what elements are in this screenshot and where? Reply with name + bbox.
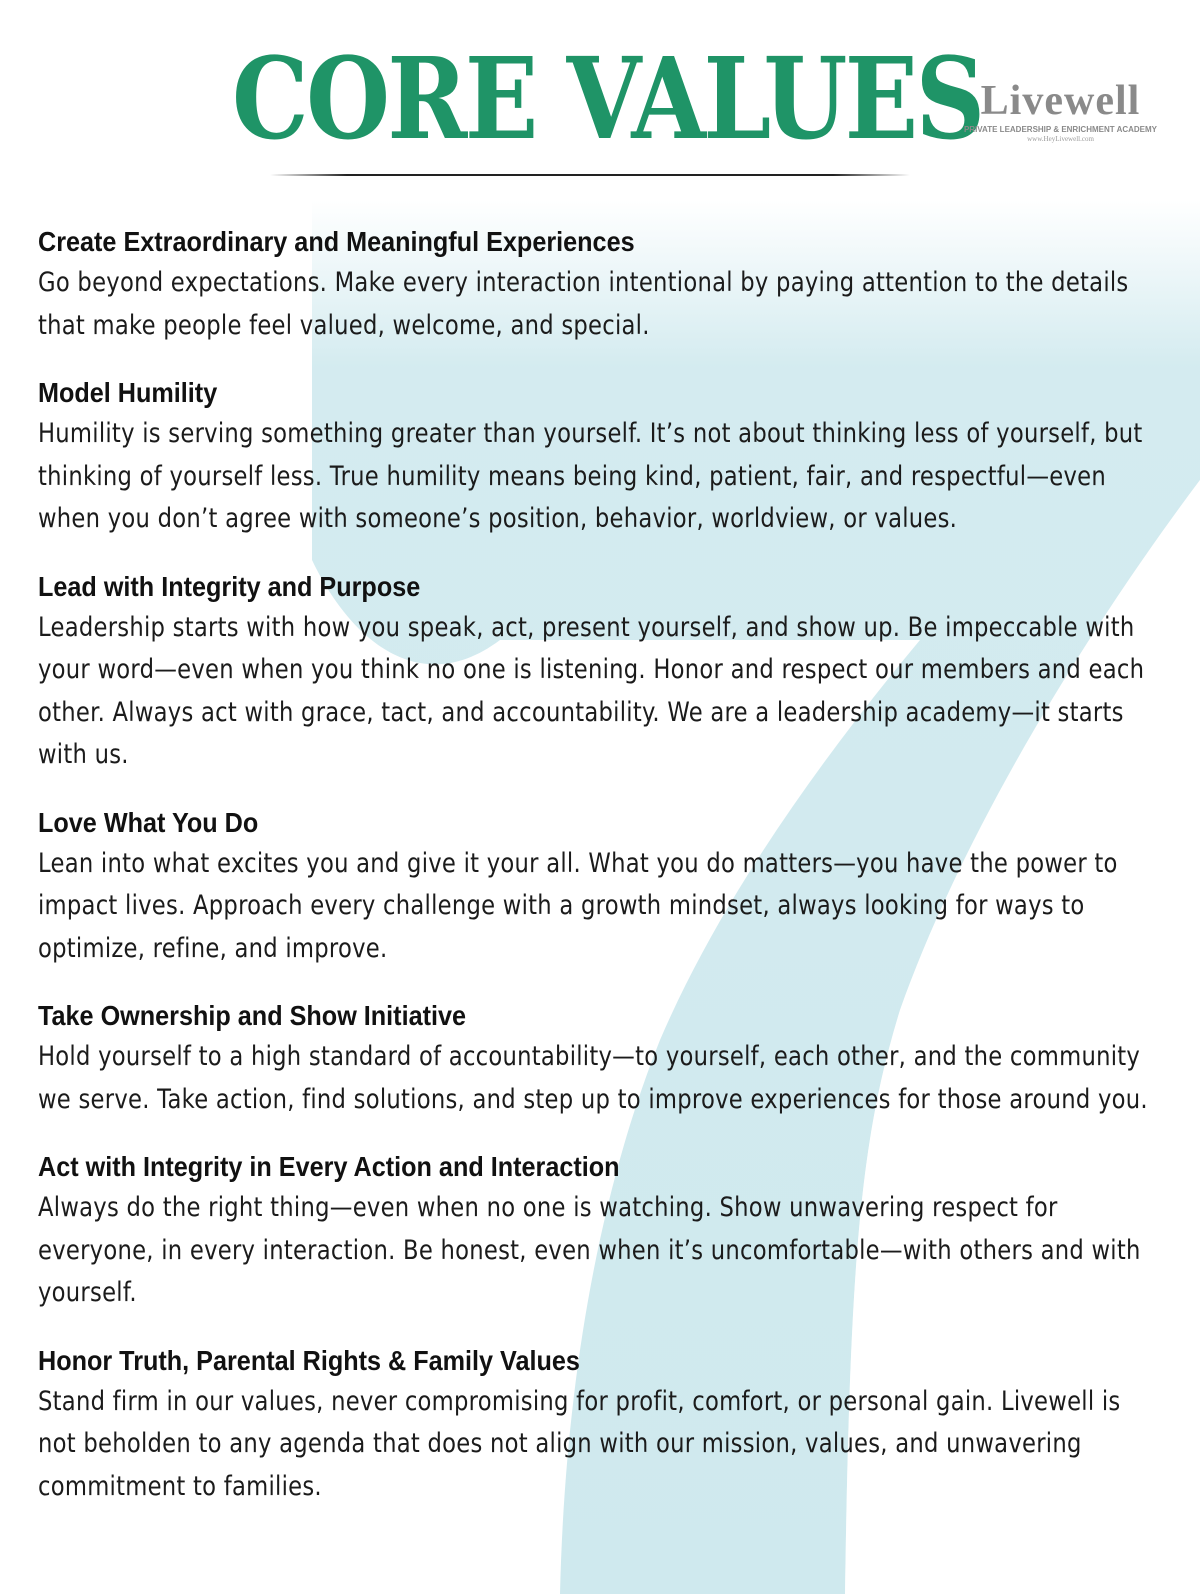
value-description: Lean into what excites you and give it your all. What you do matters—you have the power to impact lives. Approach every challenge with a growth mindset, always looking for ways to optimize, refine, and improve. xyxy=(38,847,1118,964)
value-description: Leadership starts with how you speak, act, present yourself, and show up. Be impeccable with your word—even when you think no one is listening. Honor and respect our members and each other. Always act with grace, tact, and accountability. We are a leadership academy—it starts with us. xyxy=(38,611,1145,770)
value-item xyxy=(38,1341,1158,1509)
value-item xyxy=(38,222,1158,347)
value-description: Hold yourself to a high standard of accountability—to yourself, each other, and the community we serve. Take action, find solutions, and step up to improve experiences for those around you. xyxy=(38,1041,1148,1115)
brand-tagline: PRIVATE LEADERSHIP & ENRICHMENT ACADEMY xyxy=(963,125,1158,134)
page-title: CORE VALUES xyxy=(232,34,983,165)
values-list xyxy=(38,222,1158,1534)
value-description: Always do the right thing—even when no one is watching. Show unwavering respect for everyone, in every interaction. Be honest, even when it’s uncomfortable—with others and with yourself. xyxy=(38,1192,1141,1308)
title-divider xyxy=(270,174,910,176)
value-title: Lead with Integrity and Purpose xyxy=(38,570,421,602)
value-item xyxy=(38,996,1158,1121)
brand-url: www.HeyLivewell.com xyxy=(1027,135,1094,143)
value-title: Model Humility xyxy=(38,377,218,408)
value-title: Love What You Do xyxy=(38,806,259,838)
value-item xyxy=(38,373,1158,541)
value-item xyxy=(38,1147,1158,1315)
value-description: Humility is serving something greater than yourself. It’s not about thinking less of yourself, but thinking of yourself less. True humility means being kind, patient, fair, and respectful—even when you don’t agree with someone’s position, behavior, worldview, or values. xyxy=(38,418,1143,534)
brand-logo xyxy=(958,78,1163,144)
value-item xyxy=(38,803,1158,971)
brand-name: Livewell xyxy=(980,78,1141,124)
value-title: Act with Integrity in Every Action and Interaction xyxy=(38,1151,620,1182)
value-title: Honor Truth, Parental Rights & Family Values xyxy=(38,1344,580,1376)
value-title: Create Extraordinary and Meaningful Experiences xyxy=(38,226,635,257)
value-item xyxy=(38,567,1158,777)
value-description: Go beyond expectations. Make every interaction intentional by paying attention to the details that make people feel valued, welcome, and special. xyxy=(38,267,1129,341)
value-description: Stand firm in our values, never compromising for profit, comfort, or personal gain. Livewell is not beholden to any agenda that does not align with our mission, values, and unwavering commitment to families. xyxy=(38,1385,1121,1502)
header xyxy=(0,0,1200,190)
value-title: Take Ownership and Show Initiative xyxy=(38,1000,467,1031)
